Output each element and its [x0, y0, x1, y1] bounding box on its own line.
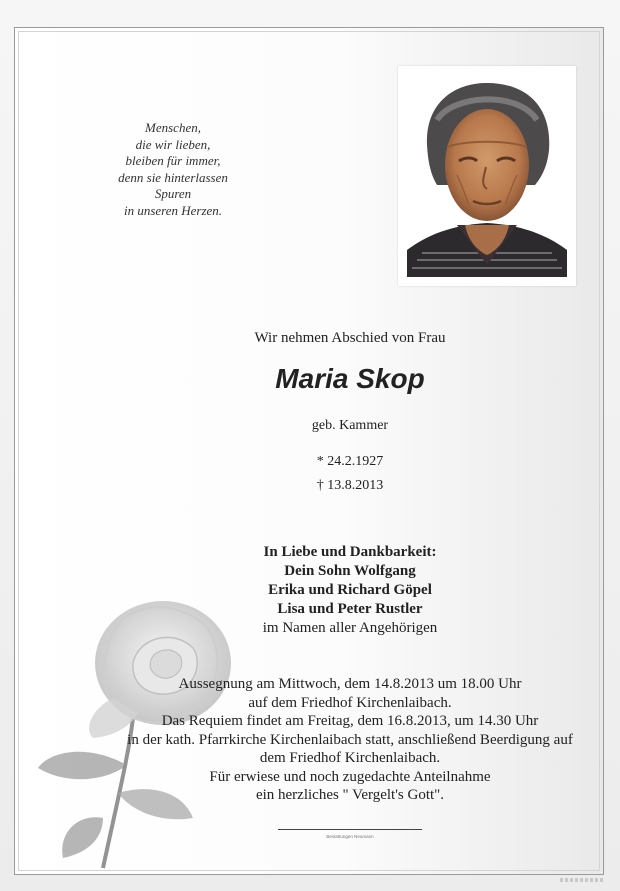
maiden-name: geb. Kammer: [311, 418, 389, 433]
notice-line: in der kath. Pfarrkirche Kirchenlaibach statt, anschließend Beerdigung auf: [127, 731, 573, 748]
birth-date: * 24.2.1927: [316, 454, 384, 469]
portrait-image: [407, 75, 567, 277]
print-marks: [560, 878, 604, 882]
family-closing: im Namen aller Angehörigen: [262, 620, 438, 636]
farewell-intro: Wir nehmen Abschied von Frau: [254, 330, 446, 346]
family-signatures: [115, 543, 585, 638]
death-date: † 13.8.2013: [316, 478, 384, 493]
quote-line: bleiben für immer,: [125, 153, 221, 168]
memorial-quote: [93, 120, 253, 219]
notice-line: dem Friedhof Kirchenlaibach.: [259, 750, 441, 766]
quote-line: denn sie hinterlassen: [118, 169, 228, 185]
quote-line: die wir lieben,: [135, 136, 211, 152]
notice-line: Für erwiese und noch zugedachte Anteilnahme: [209, 768, 491, 785]
family-line: In Liebe und Dankbarkeit:: [263, 544, 437, 560]
notice-line: auf dem Friedhof Kirchenlaibach.: [248, 694, 452, 711]
funeral-notice: [115, 675, 585, 805]
portrait-photo: [398, 66, 576, 286]
undertaker-credit: Bestattungen Neumann: [326, 834, 374, 839]
deceased-name: Maria Skop: [275, 363, 425, 394]
quote-line: Spuren: [154, 186, 192, 201]
obituary-card: [14, 27, 604, 875]
family-line: Erika und Richard Göpel: [268, 582, 432, 598]
notice-line: Aussegnung am Mittwoch, dem 14.8.2013 um 18.00 Uhr: [178, 676, 522, 692]
footer-divider: [278, 829, 422, 830]
notice-line: Das Requiem findet am Freitag, dem 16.8.2013, um 14.30 Uhr: [161, 713, 539, 729]
family-line: Dein Sohn Wolfgang: [284, 563, 416, 579]
family-line: Lisa und Peter Rustler: [277, 601, 423, 617]
quote-line: in unseren Herzen.: [123, 202, 223, 218]
notice-line: ein herzliches " Vergelt's Gott".: [255, 787, 445, 803]
quote-line: Menschen,: [145, 120, 201, 135]
